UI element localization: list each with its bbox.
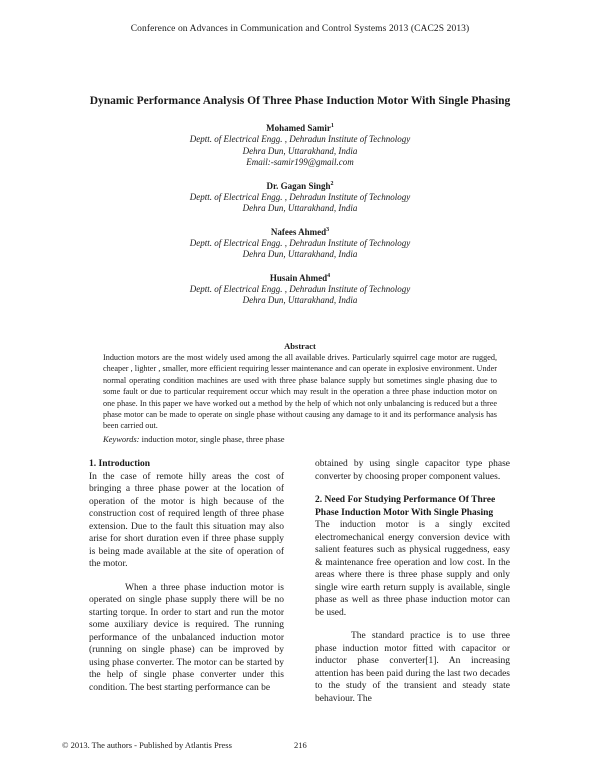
- author-name: Nafees Ahmed: [270, 226, 327, 237]
- author-location: Dehra Dun, Uttarakhand, India: [242, 203, 358, 213]
- abstract-heading: Abstract: [284, 341, 316, 351]
- author-block: [0, 120, 600, 169]
- author-affiliation: Deptt. of Electrical Engg. , Dehradun Institute of Technology: [189, 237, 411, 248]
- keywords-label: Keywords:: [103, 434, 140, 444]
- section2-paragraph-1: The induction motor is a singly excited electromechanical energy conversion device with salient features such as physical ruggedness, easy & maintenance free operation and low cost. In the areas where there is three phase supply and only single wire earth return supply is available, single phase as well as three phase induction motor can be used.: [315, 520, 510, 618]
- section2-paragraph-2: The standard practice is to use three phase induction motor fitted with capacitor or inductor phase converter[1]. An increasing attention has been paid during the last two decades to the study of the transient and steady state behaviour. The: [315, 631, 510, 704]
- author-block: [0, 270, 600, 307]
- author-block: [0, 178, 600, 215]
- conference-header: Conference on Advances in Communication and Control Systems 2013 (CAC2S 2013): [130, 24, 470, 34]
- abstract-body: Induction motors are the most widely used among the all available drives. Particularly squirrel cage motor are rugged, cheaper , lighter , smaller, more efficient requiring lesser maintenance and can operate in explosive environment. Under normal operating condition machines are used with three phase balance supply but sometimes single phasing due to some fault or due to particular requirement occur which may result in the operation a three phase induction motor on one phase. In this paper we have worked out a method by the help of which not only unbalancing is reduced but a three phase motor can be made to operate on single phase without causing any damage to it and its performance analysis has been carried out.: [103, 353, 497, 431]
- left-column: [89, 458, 284, 697]
- right-column: [315, 458, 510, 708]
- footer-copyright: © 2013. The authors - Published by Atlantis Press: [62, 740, 232, 750]
- intro-paragraph-1: In the case of remote hilly areas the cost of bringing a three phase power at the location of operation of the motor is high because of the construction cost of required length of three phase extension. Due to the fault this situation may also arise for short duration even if three phase supply is being made available at the site of operation of the motor.: [89, 471, 284, 569]
- author-affiliation: Deptt. of Electrical Engg. , Dehradun Institute of Technology: [189, 134, 411, 144]
- page-number: 216: [294, 740, 307, 750]
- author-location: Dehra Dun, Uttarakhand, India: [242, 249, 358, 259]
- intro-paragraph-2: When a three phase induction motor is operated on single phase supply there will be no starting torque. In order to start and run the motor some auxiliary device is required. The running performance of the unbalanced induction motor (running on single phase) can be improved by using phase converter. The motor can be started by the help of single phase converter under this condition. The best starting performance can be: [89, 582, 284, 693]
- author-affiliation: Deptt. of Electrical Engg. , Dehradun Institute of Technology: [189, 191, 411, 202]
- keywords-text: induction motor, single phase, three phase: [139, 434, 285, 444]
- author-name: Husain Ahmed: [269, 272, 328, 283]
- author-affiliation: Deptt. of Electrical Engg. , Dehradun Institute of Technology: [189, 283, 411, 294]
- keywords: [103, 434, 497, 444]
- section-heading-need: 2. Need For Studying Performance Of Three Phase Induction Motor With Single Phasing: [315, 495, 496, 518]
- author-list: [0, 120, 600, 316]
- author-location: Dehra Dun, Uttarakhand, India: [242, 145, 358, 156]
- author-superscript: 2: [330, 180, 334, 187]
- author-name: Dr. Gagan Singh: [266, 180, 331, 191]
- paper-title: Dynamic Performance Analysis Of Three Phase Induction Motor With Single Phasing: [89, 95, 511, 107]
- author-superscript: 3: [326, 226, 330, 233]
- author-email: Email:-samir199@gmail.com: [246, 157, 354, 167]
- author-superscript: 1: [330, 123, 334, 129]
- author-block: [0, 224, 600, 261]
- author-superscript: 4: [327, 272, 331, 279]
- intro-paragraph-continued: obtained by using single capacitor type phase converter by choosing proper component values.: [315, 459, 510, 482]
- author-location: Dehra Dun, Uttarakhand, India: [242, 295, 358, 305]
- section-heading-introduction: 1. Introduction: [89, 459, 151, 469]
- author-name: Mohamed Samir: [266, 123, 331, 133]
